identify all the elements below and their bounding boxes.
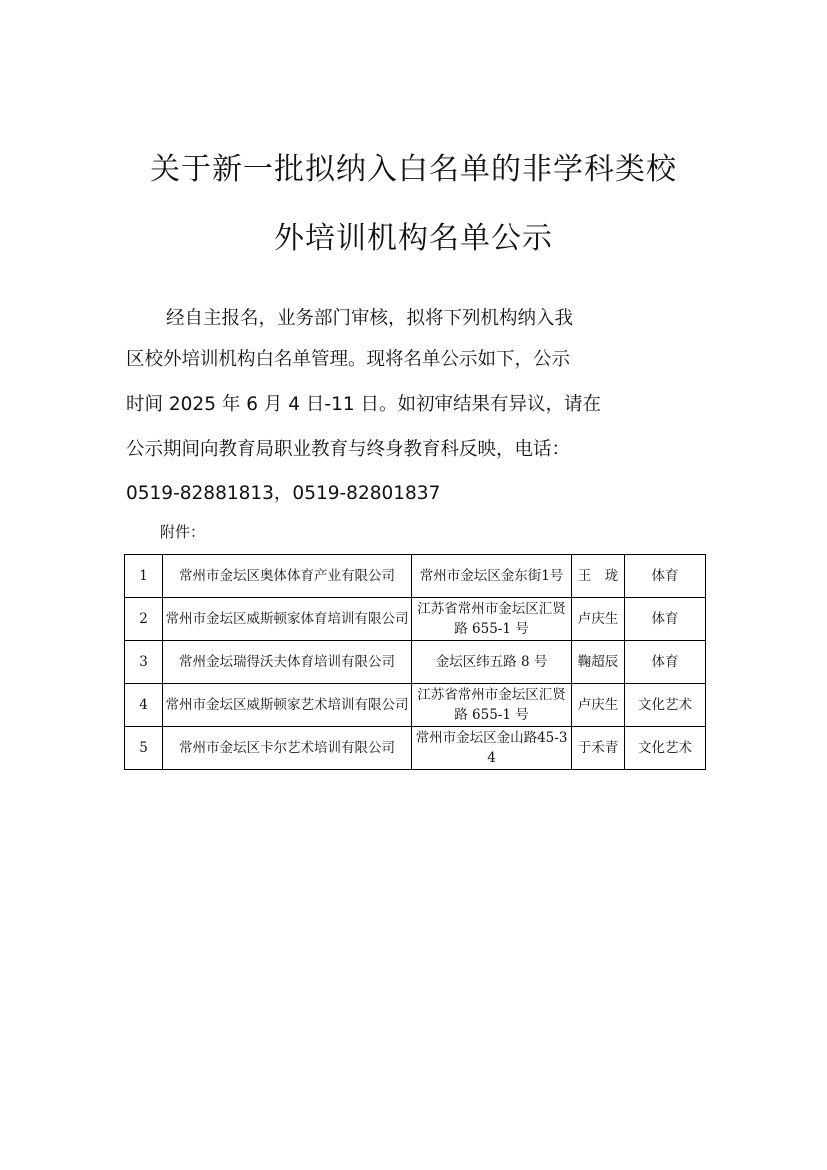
institution-name: 常州市金坛区卡尔艺术培训有限公司 bbox=[163, 727, 412, 770]
institution-category: 文化艺术 bbox=[625, 727, 706, 770]
table-row bbox=[125, 598, 706, 641]
institution-address: 江苏省常州市金坛区汇贤路 655-1 号 bbox=[412, 684, 572, 727]
body-line-3: 时间 2025 年 6 月 4 日-11 日。如初审结果有异议，请在 bbox=[126, 394, 602, 415]
body-line-4: 公示期间向教育局职业教育与终身教育科反映，电话： bbox=[126, 439, 571, 460]
institution-category: 文化艺术 bbox=[625, 684, 706, 727]
body-line-2: 区校外培训机构白名单管理。现将名单公示如下，公示 bbox=[126, 349, 571, 370]
institution-category: 体育 bbox=[625, 641, 706, 684]
institution-address: 常州市金坛区金东街1号 bbox=[412, 555, 572, 598]
institution-table bbox=[124, 554, 706, 770]
body-line-1: 经自主报名，业务部门审核，拟将下列机构纳入我 bbox=[166, 308, 574, 329]
row-number: 4 bbox=[125, 684, 163, 727]
contact-person: 卢庆生 bbox=[572, 684, 625, 727]
institution-name: 常州金坛瑞得沃夫体育培训有限公司 bbox=[163, 641, 412, 684]
document-title-line-1: 关于新一批拟纳入白名单的非学科类校 bbox=[150, 152, 677, 187]
contact-person: 王 珑 bbox=[572, 555, 625, 598]
row-number: 3 bbox=[125, 641, 163, 684]
institution-category: 体育 bbox=[625, 555, 706, 598]
institution-address: 江苏省常州市金坛区汇贤路 655-1 号 bbox=[412, 598, 572, 641]
institution-name: 常州市金坛区奥体体育产业有限公司 bbox=[163, 555, 412, 598]
row-number: 5 bbox=[125, 727, 163, 770]
institution-category: 体育 bbox=[625, 598, 706, 641]
table-row bbox=[125, 641, 706, 684]
table-row bbox=[125, 727, 706, 770]
body-line-5-phone-numbers: 0519-82881813，0519-82801837 bbox=[126, 483, 441, 504]
table-row bbox=[125, 684, 706, 727]
institution-name: 常州市金坛区威斯顿家艺术培训有限公司 bbox=[163, 684, 412, 727]
institution-address: 常州市金坛区金山路45-34 bbox=[412, 727, 572, 770]
row-number: 1 bbox=[125, 555, 163, 598]
contact-person: 鞠超辰 bbox=[572, 641, 625, 684]
document-title-line-2: 外培训机构名单公示 bbox=[274, 221, 553, 256]
contact-person: 卢庆生 bbox=[572, 598, 625, 641]
institution-address: 金坛区纬五路 8 号 bbox=[412, 641, 572, 684]
institution-name: 常州市金坛区威斯顿家体育培训有限公司 bbox=[163, 598, 412, 641]
table-row bbox=[125, 555, 706, 598]
contact-person: 于禾青 bbox=[572, 727, 625, 770]
attachment-label: 附件： bbox=[160, 523, 206, 541]
row-number: 2 bbox=[125, 598, 163, 641]
